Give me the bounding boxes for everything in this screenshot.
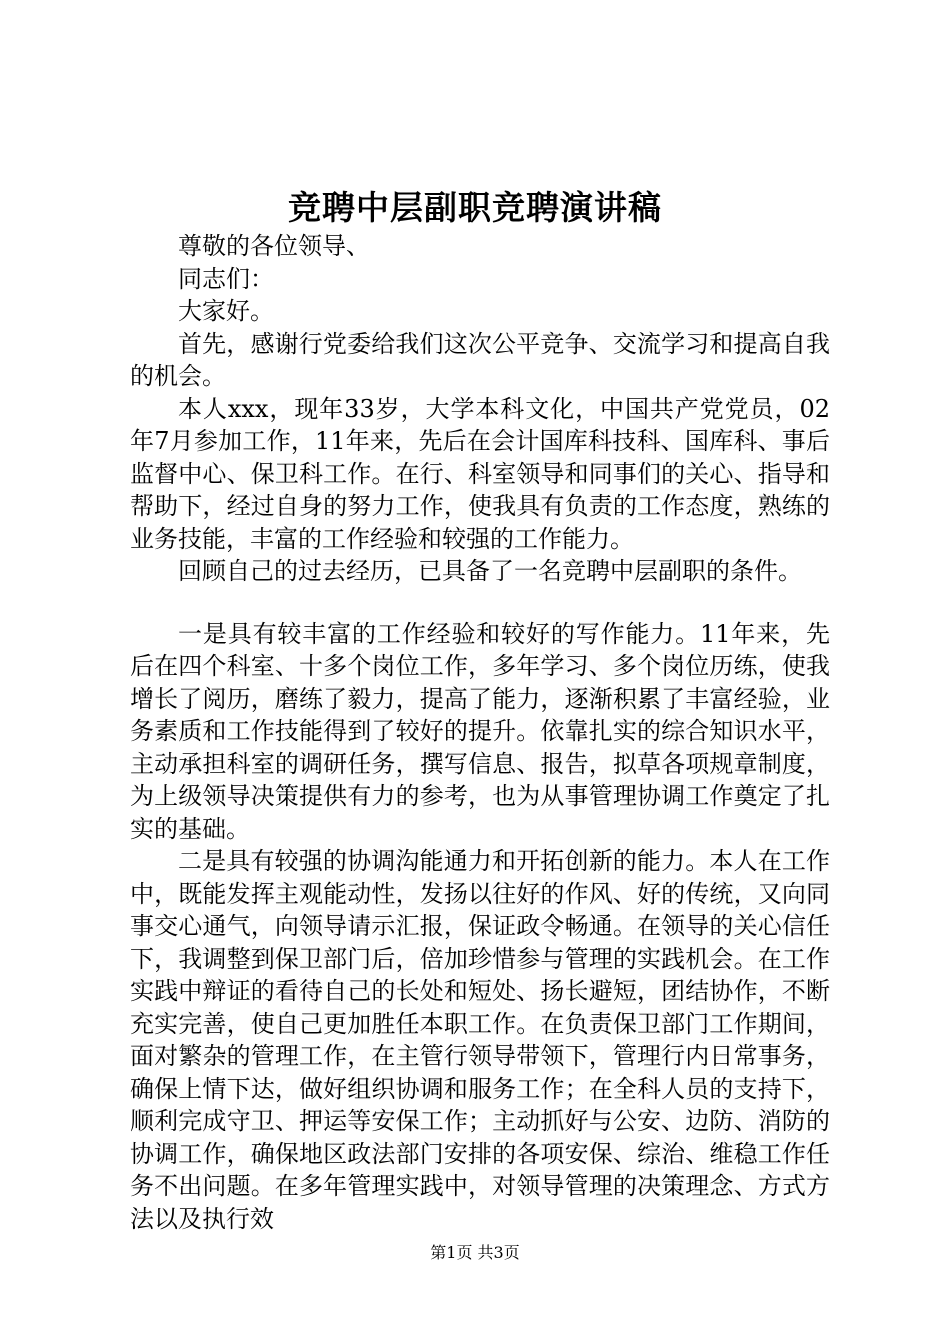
page-number-footer: 第1页 共3页	[430, 1243, 520, 1262]
salutation-line: 尊敬的各位领导、	[178, 232, 370, 260]
document-body	[130, 230, 830, 1235]
greeting-line: 大家好。	[178, 297, 274, 325]
body-paragraph: 本人xxx，现年33岁，大学本科文化，中国共产党党员，02年7月参加工作，11年来，先后在会计国库科技科、国库科、事后监督中心、保卫科工作。在行、科室领导和同事们的关心、指导和帮助下，经过自身的努力工作，使我具有负责的工作态度，熟练的业务技能，丰富的工作经验和较强的工作能力。	[130, 394, 830, 553]
body-paragraph: 首先，感谢行党委给我们这次公平竞争、交流学习和提高自我的机会。	[130, 329, 830, 390]
body-paragraph: 一是具有较丰富的工作经验和较好的写作能力。11年来，先后在四个科室、十多个岗位工作，多年学习、多个岗位历练，使我增长了阅历，磨练了毅力，提高了能力，逐渐积累了丰富经验，业务素质和工作技能得到了较好的提升。依靠扎实的综合知识水平，主动承担科室的调研任务，撰写信息、报告，拟草各项规章制度，为上级领导决策提供有力的参考，也为从事管理协调工作奠定了扎实的基础。	[130, 619, 830, 843]
document-title: 竞聘中层副职竞聘演讲稿	[288, 188, 662, 227]
salutation-line: 同志们：	[178, 264, 274, 293]
body-paragraph: 回顾自己的过去经历，已具备了一名竞聘中层副职的条件。	[178, 557, 802, 585]
body-paragraph: 二是具有较强的协调沟能通力和开拓创新的能力。本人在工作中，既能发挥主观能动性，发扬以往好的作风、好的传统，又向同事交心通气，向领导请示汇报，保证政令畅通。在领导的关心信任下，我调整到保卫部门后，倍加珍惜参与管理的实践机会。在工作实践中辩证的看待自己的长处和短处、扬长避短，团结协作，不断充实完善，使自己更加胜任本职工作。在负责保卫部门工作期间，面对繁杂的管理工作，在主管行领导带领下，管理行内日常事务，确保上情下达，做好组织协调和服务工作；在全科人员的支持下，顺利完成守卫、押运等安保工作；主动抓好与公安、边防、消防的协调工作，确保地区政法部门安排的各项安保、综治、维稳工作任务不出问题。在多年管理实践中，对领导管理的决策理念、方式方法以及执行效	[130, 847, 830, 1233]
